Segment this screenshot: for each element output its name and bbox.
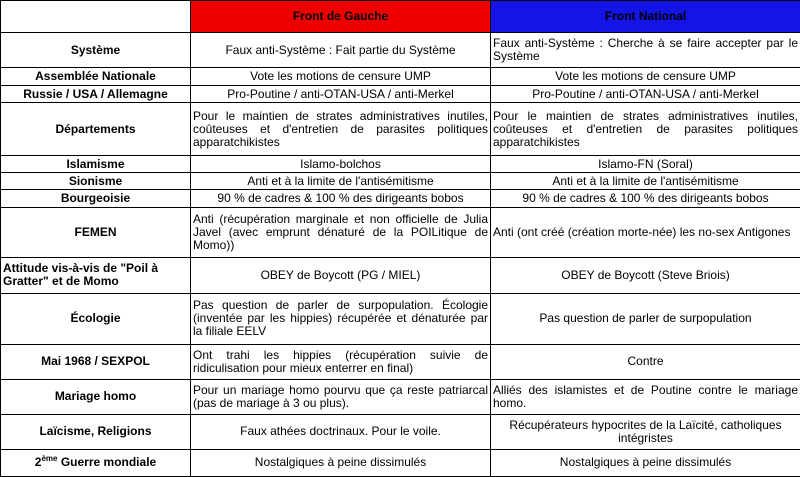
cell-front-de-gauche: OBEY de Boycott (PG / MIEL) (191, 258, 491, 293)
cell-front-de-gauche: Islamo-bolchos (191, 156, 491, 173)
row-label: Bourgeoisie (1, 190, 191, 208)
row-label: FEMEN (1, 208, 191, 258)
row-label: Assemblée Nationale (1, 68, 191, 86)
row-label: Système (1, 33, 191, 68)
cell-front-national: Anti et à la limite de l'antisémitisme (491, 173, 800, 190)
row-label-rest: Guerre mondiale (57, 455, 157, 470)
row-label: Écologie (1, 293, 191, 344)
cell-front-national: Faux anti-Système : Cherche à se faire accepter par le Système (491, 33, 800, 68)
row-label: Laïcisme, Religions (1, 414, 191, 449)
table-row (1, 414, 800, 449)
table-row (1, 258, 800, 293)
cell-front-de-gauche: Anti et à la limite de l'antisémitisme (191, 173, 491, 190)
cell-front-national: Pro-Poutine / anti-OTAN-USA / anti-Merkel (491, 86, 800, 103)
cell-front-de-gauche: Vote les motions de censure UMP (191, 68, 491, 86)
row-label: Mariage homo (1, 379, 191, 414)
cell-front-de-gauche: Pour le maintien de strates administratives inutiles, coûteuses et d'entretien de parasites politiques apparatchikistes (191, 103, 491, 156)
cell-front-de-gauche: Faux athées doctrinaux. Pour le voile. (191, 414, 491, 449)
cell-front-national: 90 % de cadres & 100 % des dirigeants bobos (491, 190, 800, 208)
table-row (1, 68, 800, 86)
cell-front-de-gauche: Pour un mariage homo pourvu que ça reste patriarcal (pas de mariage à 3 ou plus). (191, 379, 491, 414)
table-row (1, 208, 800, 258)
cell-front-de-gauche: 90 % de cadres & 100 % des dirigeants bobos (191, 190, 491, 208)
row-label: Attitude vis-à-vis de "Poil à Gratter" et de Momo (1, 258, 191, 293)
cell-front-national: Alliés des islamistes et de Poutine contre le mariage homo. (491, 379, 800, 414)
row-label: Russie / USA / Allemagne (1, 86, 191, 103)
header-front-national: Front National (491, 1, 800, 33)
row-label-number: 2 (34, 455, 42, 470)
table-row (1, 190, 800, 208)
cell-front-de-gauche: Pro-Poutine / anti-OTAN-USA / anti-Merkel (191, 86, 491, 103)
cell-front-de-gauche: Nostalgiques à peine dissimulés (191, 449, 491, 476)
table-row (1, 86, 800, 103)
cell-front-de-gauche: Anti (récupération marginale et non officielle de Julia Javel (avec emprunt dénaturé de la POILitique de Momo)) (191, 208, 491, 258)
table-row (1, 449, 800, 476)
header-front-de-gauche: Front de Gauche (191, 1, 491, 33)
row-label: Islamisme (1, 156, 191, 173)
cell-front-de-gauche: Faux anti-Système : Fait partie du Système (191, 33, 491, 68)
cell-front-de-gauche: Ont trahi les hippies (récupération suivie de ridiculisation pour mieux enterrer en final) (191, 344, 491, 379)
table-row (1, 33, 800, 68)
cell-front-national: OBEY de Boycott (Steve Briois) (491, 258, 800, 293)
row-label: Sionisme (1, 173, 191, 190)
row-label (1, 449, 191, 476)
table-row (1, 156, 800, 173)
cell-front-national: Nostalgiques à peine dissimulés (491, 449, 800, 476)
cell-front-national: Pas question de parler de surpopulation (491, 293, 800, 344)
cell-front-national: Récupérateurs hypocrites de la Laïcité, catholiques intégristes (491, 414, 800, 449)
row-label-superscript: ème (41, 454, 58, 464)
cell-front-national: Anti (ont créé (création morte-née) les no-sex Antigones (491, 208, 800, 258)
table-row (1, 173, 800, 190)
table-row (1, 293, 800, 344)
cell-front-national: Pour le maintien de strates administratives inutiles, coûteuses et d'entretien de parasites politiques apparatchikistes (491, 103, 800, 156)
header-corner (1, 1, 191, 33)
table-row (1, 379, 800, 414)
cell-front-national: Vote les motions de censure UMP (491, 68, 800, 86)
table-row (1, 344, 800, 379)
cell-front-national: Islamo-FN (Soral) (491, 156, 800, 173)
row-label: Départements (1, 103, 191, 156)
row-label: Mai 1968 / SEXPOL (1, 344, 191, 379)
cell-front-national: Contre (491, 344, 800, 379)
cell-front-de-gauche: Pas question de parler de surpopulation. Écologie (inventée par les hippies) récupérée et dénaturée par la filiale EELV (191, 293, 491, 344)
table-row (1, 103, 800, 156)
